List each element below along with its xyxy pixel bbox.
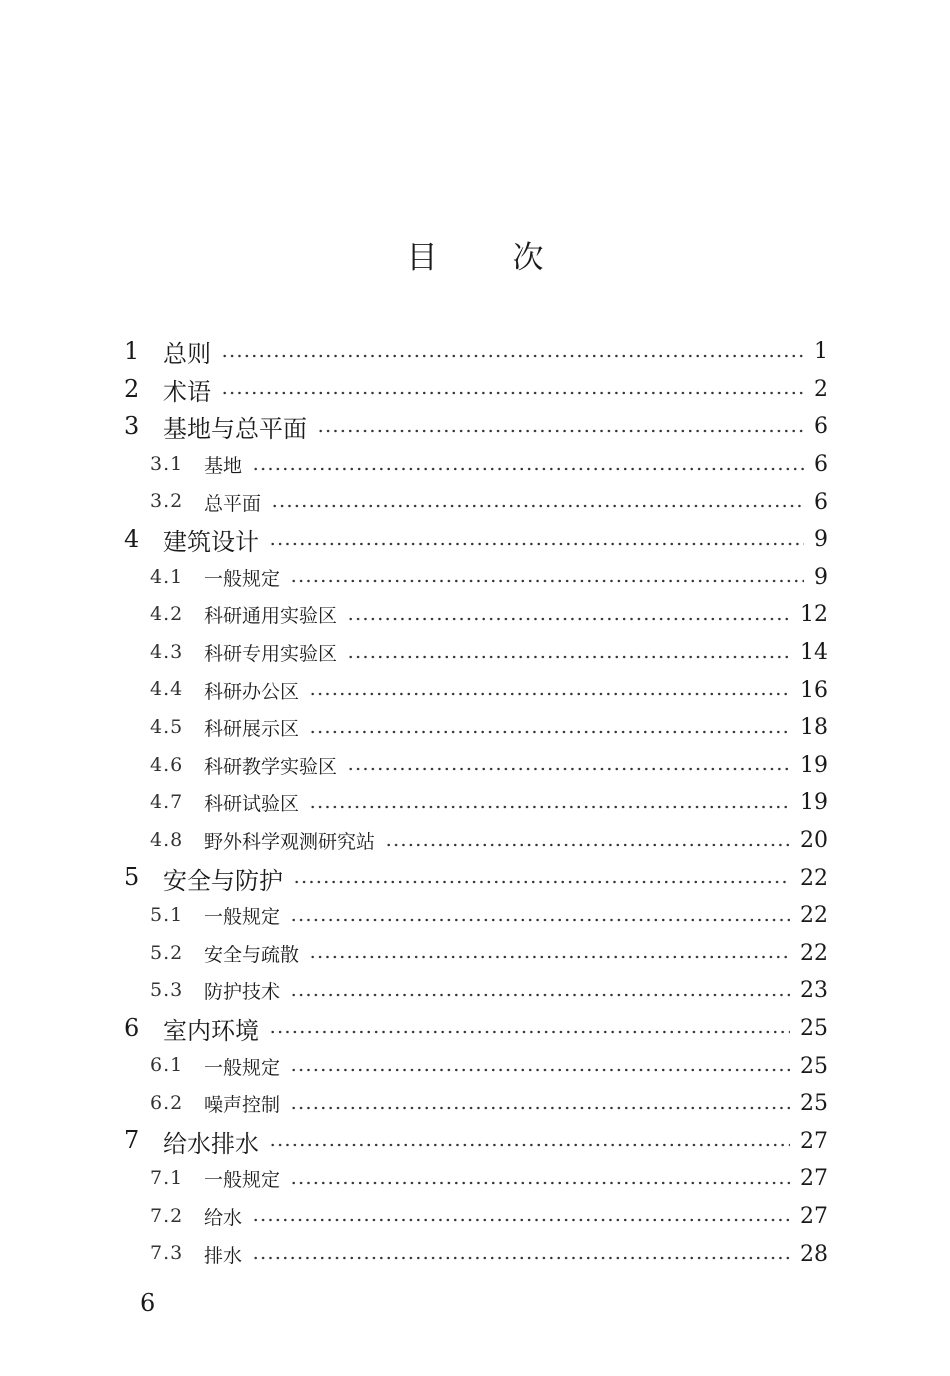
- dot-leader: [269, 542, 804, 546]
- toc-entry-title: 科研教学实验区: [204, 755, 338, 778]
- toc-entry-number: 7.2: [150, 1204, 184, 1227]
- toc-section-row: [0, 1160, 950, 1198]
- toc-entry-page: 1: [814, 339, 828, 365]
- toc-entry-page: 22: [800, 903, 828, 929]
- dot-leader: [309, 730, 790, 734]
- toc-entry-title: 一般规定: [204, 1056, 281, 1079]
- toc-entry: [204, 634, 828, 672]
- toc-entry-title: 野外科学观测研究站: [204, 831, 376, 854]
- toc-entry-page: 16: [800, 677, 828, 703]
- toc-entry-page: 12: [800, 602, 828, 628]
- toc-section-row: [0, 671, 950, 709]
- toc-entry: [163, 521, 828, 559]
- toc-entry-title: 总平面: [204, 492, 262, 515]
- toc-entry-page: 14: [800, 640, 828, 666]
- toc-entry-number: 4.6: [150, 753, 184, 776]
- toc-entry-page: 18: [800, 715, 828, 741]
- toc-entry-title: 科研试验区: [204, 793, 300, 816]
- toc-entry-number: 4.3: [150, 640, 184, 663]
- toc-entry: [204, 1047, 828, 1085]
- toc-entry-title: 一般规定: [204, 567, 281, 590]
- toc-entry-title: 一般规定: [204, 906, 281, 929]
- toc-entry: [204, 972, 828, 1010]
- toc-chapter-row: [0, 521, 950, 559]
- toc-entry-page: 25: [800, 1015, 828, 1041]
- toc-entry-page: 20: [800, 828, 828, 854]
- toc-entry: [204, 559, 828, 597]
- toc-entry-title: 科研展示区: [204, 718, 300, 741]
- dot-leader: [290, 579, 804, 583]
- page-title: 目次: [406, 240, 619, 276]
- toc-entry: [204, 897, 828, 935]
- dot-leader: [252, 1256, 790, 1260]
- toc-entry: [204, 935, 828, 973]
- toc-entry-number: 5.3: [150, 979, 184, 1002]
- toc-entry-title: 基地与总平面: [163, 415, 307, 444]
- dot-leader: [347, 767, 790, 771]
- dot-leader: [347, 655, 790, 659]
- toc-chapter-row: [0, 333, 950, 371]
- toc-entry-number: 6: [124, 1013, 140, 1042]
- toc-entry-number: 7.3: [150, 1242, 184, 1265]
- dot-leader: [271, 504, 804, 508]
- dot-leader: [309, 805, 790, 809]
- toc-entry-title: 室内环境: [163, 1016, 259, 1045]
- toc-section-row: [0, 822, 950, 860]
- toc-entry-title: 科研通用实验区: [204, 605, 338, 628]
- dot-leader: [269, 1030, 790, 1034]
- toc-entry: [204, 1235, 828, 1273]
- toc-entry-number: 4.5: [150, 715, 184, 738]
- toc-entry-title: 一般规定: [204, 1169, 281, 1192]
- toc-entry-number: 6.2: [150, 1091, 184, 1114]
- toc-entry: [204, 784, 828, 822]
- toc-entry: [204, 483, 828, 521]
- toc-section-row: [0, 596, 950, 634]
- toc-entry-number: 3.1: [150, 452, 184, 475]
- toc-section-row: [0, 1198, 950, 1236]
- toc-entry-number: 1: [124, 337, 140, 365]
- toc-section-row: [0, 935, 950, 973]
- toc-entry-page: 6: [814, 452, 828, 478]
- toc-entry-number: 4: [124, 524, 140, 553]
- toc-entry-page: 27: [800, 1203, 828, 1229]
- toc-entry-number: 4.7: [150, 791, 184, 814]
- toc-entry-page: 22: [800, 940, 828, 966]
- toc-entry: [163, 408, 828, 446]
- toc-entry-page: 2: [814, 376, 828, 402]
- toc-entry: [204, 446, 828, 484]
- toc-entry-title: 基地: [204, 455, 243, 478]
- toc-entry: [204, 822, 828, 860]
- toc-section-row: [0, 897, 950, 935]
- toc-entry-page: 28: [800, 1241, 828, 1267]
- toc-entry: [204, 1085, 828, 1123]
- toc-chapter-row: [0, 408, 950, 446]
- toc-section-row: [0, 747, 950, 785]
- toc-section-row: [0, 483, 950, 521]
- toc-chapter-row: [0, 371, 950, 409]
- toc-entry-title: 给水排水: [163, 1129, 259, 1158]
- dot-leader: [269, 1143, 790, 1147]
- toc-entry-title: 噪声控制: [204, 1094, 281, 1117]
- toc-section-row: [0, 1235, 950, 1273]
- dot-leader: [290, 1181, 790, 1185]
- toc-entry-title: 科研专用实验区: [204, 643, 338, 666]
- toc-entry-page: 19: [800, 752, 828, 778]
- toc-section-row: [0, 446, 950, 484]
- toc-entry-page: 19: [800, 790, 828, 816]
- toc-entry: [163, 859, 828, 897]
- dot-leader: [290, 1068, 790, 1072]
- toc-entry-number: 3.2: [150, 490, 184, 513]
- toc-entry: [204, 596, 828, 634]
- toc-entry-title: 术语: [163, 377, 211, 406]
- dot-leader: [347, 617, 790, 621]
- toc-entry-page: 22: [800, 865, 828, 891]
- toc-entry: [163, 1010, 828, 1048]
- toc-entry-page: 27: [800, 1166, 828, 1192]
- toc-entry-page: 27: [800, 1128, 828, 1154]
- toc-chapter-row: [0, 1010, 950, 1048]
- dot-leader: [290, 1106, 790, 1110]
- toc-entry-title: 建筑设计: [163, 528, 259, 557]
- toc-entry-title: 给水: [204, 1206, 243, 1229]
- toc-entry-number: 4.8: [150, 828, 184, 851]
- toc-entry-page: 23: [800, 978, 828, 1004]
- dot-leader: [221, 354, 804, 358]
- toc-entry-number: 7.1: [150, 1167, 184, 1190]
- toc-section-row: [0, 559, 950, 597]
- toc-entry: [204, 1198, 828, 1236]
- dot-leader: [252, 467, 804, 471]
- toc-chapter-row: [0, 859, 950, 897]
- toc-entry-page: 6: [814, 489, 828, 515]
- toc-section-row: [0, 972, 950, 1010]
- toc-entry-title: 排水: [204, 1244, 243, 1267]
- toc-entry: [204, 709, 828, 747]
- dot-leader: [293, 880, 790, 884]
- toc-entry-number: 3: [124, 412, 140, 441]
- toc-entry: [163, 1122, 828, 1160]
- toc-entry-number: 5.1: [150, 903, 184, 926]
- toc-entry-number: 4.2: [150, 603, 184, 626]
- toc-entry: [163, 371, 828, 409]
- toc-entry-title: 安全与防护: [163, 866, 283, 895]
- toc-entry-number: 7: [124, 1126, 140, 1155]
- dot-leader: [252, 1218, 790, 1222]
- dot-leader: [309, 955, 790, 959]
- toc-entry-title: 科研办公区: [204, 680, 300, 703]
- toc-entry: [204, 1160, 828, 1198]
- toc-section-row: [0, 784, 950, 822]
- toc-entry-number: 6.1: [150, 1054, 184, 1077]
- toc-entry-title: 总则: [163, 340, 211, 369]
- toc-section-row: [0, 634, 950, 672]
- toc-entry: [204, 747, 828, 785]
- toc-section-row: [0, 1085, 950, 1123]
- dot-leader: [290, 993, 790, 997]
- toc-entry-page: 9: [814, 564, 828, 590]
- dot-leader: [309, 692, 790, 696]
- toc-entry: [204, 671, 828, 709]
- toc-entry-page: 9: [814, 527, 828, 553]
- toc-section-row: [0, 709, 950, 747]
- toc-entry-title: 防护技术: [204, 981, 281, 1004]
- toc-entry-title: 安全与疏散: [204, 943, 300, 966]
- toc-entry-number: 4.4: [150, 678, 184, 701]
- toc-entry-number: 4.1: [150, 565, 184, 588]
- toc-entry-page: 25: [800, 1053, 828, 1079]
- toc-entry-page: 25: [800, 1091, 828, 1117]
- dot-leader: [221, 391, 804, 395]
- dot-leader: [385, 843, 790, 847]
- toc-entry-page: 6: [814, 414, 828, 440]
- table-of-contents: [0, 333, 950, 1273]
- dot-leader: [290, 918, 790, 922]
- toc-chapter-row: [0, 1122, 950, 1160]
- toc-entry-number: 2: [124, 374, 140, 403]
- toc-section-row: [0, 1047, 950, 1085]
- toc-entry: [163, 333, 828, 371]
- dot-leader: [317, 429, 804, 433]
- toc-entry-number: 5: [124, 863, 140, 892]
- toc-entry-number: 5.2: [150, 941, 184, 964]
- page-number: 6: [140, 1289, 156, 1317]
